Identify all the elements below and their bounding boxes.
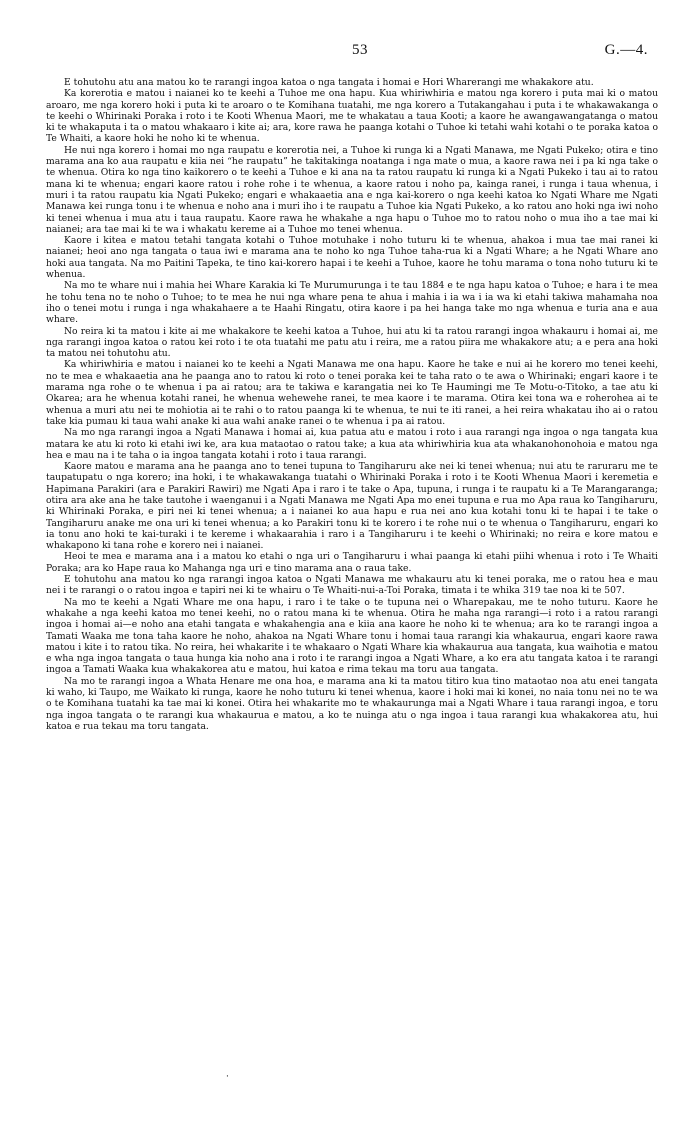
paragraph: Na mo te keehi a Ngati Whare me ona hapu, i raro i te take o te tupuna nei o Wharepakau, me te noho tuturu. Kaore he whakahe a nga keehi katoa mo tenei keehi, no o ratou mana ki te whenua. Otira he maha nga rarangi—i roto i a ratou rarangi ingoa i homai ai—e noho ana etahi tangata e whakahengia ana e kiia ana kaore he noho ki te whenua; ara ko te rarangi ingoa a Tamati Waaka me tona taha kaore he noho, ahakoa na Ngati Whare tonu i homai taua rarangi kia whakaurua, engari kaore rawa matou i kite i to ratou tika. No reira, hei whakarite i te whakaaro o Ngati Whare kia whakaurua aua tangata, kua waihotia e matou e wha nga ingoa tangata o taua hunga kia noho ana i roto i te rarangi ingoa a Ngati Whare, a ko era atu tangata katoa i te rarangi ingoa a Tamati Waaka kua whakakorea atu e matou, hui katoa e rima tekau ma toru aua tangata. bbox=[46, 596, 658, 676]
paragraph: Heoi te mea e marama ana i a matou ko etahi o nga uri o Tangiharuru i whai paanga ki etahi piihi whenua i roto i Te Whaiti Poraka; ara ko Hape raua ko Mahanga nga uri e tino marama ana o raua take. bbox=[46, 551, 658, 574]
paragraph: Ka whiriwhiria e matou i naianei ko te keehi a Ngati Manawa me ona hapu. Kaore he take e nui ai he korero mo tenei keehi, no te mea e whakaaetia ana he paanga ano to ratou ki roto o tenei poraka kei te taha rato o te awa o Whirinaki; engari kaore i te marama nga rohe o te whenua i pa ai ratou; ara te takiwa e karangatia nei ko Te Haumingi me Te Motu-o-Titoko, a tae atu ki Okarea; ara he whenua kotahi ranei, he whenua wehewehe ranei, te mea kaore i te marama. Otira kei tona wa e roherohea ai te whenua a muri atu nei te mohiotia ai te rahi o to ratou paanga ki te whenua, te nui te iti ranei, a hei reira whakatau iho ai o ratou take kia pumau ki taua wahi anake ki aua wahi anake ranei o te whenua i pa ai ratou. bbox=[46, 359, 658, 427]
paragraph: Kaore i kitea e matou tetahi tangata kotahi o Tuhoe motuhake i noho tuturu ki te whenua, ahakoa i mua tae mai ranei ki naianei; heoi ano nga tangata o taua iwi e marama ana te noho ko nga Tuhoe taha-rua ki a Ngati Whare; a he Ngati Whare ano hoki aua tangata. Na mo Paitini Tapeka, te tino kai-korero hapai i te keehi a Tuhoe, kaore he tohu marama o tona noho tuturu ki te whenua. bbox=[46, 235, 658, 281]
paragraph: Na mo nga rarangi ingoa a Ngati Manawa i homai ai, kua patua atu e matou i roto i aua rarangi nga ingoa o nga tangata kua matara ke atu ki roto ki etahi iwi ke, ara kua mataotao o ratou take; a kua ata whiriwhiria kua ata whakanohonohoia e matou nga hea e mau na i te taha o ia ingoa tangata kotahi i roto i taua rarangi. bbox=[46, 427, 658, 461]
paragraph: E tohutohu ana matou ko nga rarangi ingoa katoa o Ngati Manawa me whakauru atu ki tenei poraka, me o ratou hea e mau nei i te rarangi o o ratou ingoa e tapiri nei ki te whairu o Te Whaiti-nui-a-Toi Poraka, timata i te whika 319 tae noa ki te 507. bbox=[46, 574, 658, 597]
paragraph: Na mo te rarangi ingoa a Whata Henare me ona hoa, e marama ana ki ta matou titiro kua tino mataotao noa atu enei tangata ki waho, ki Taupo, me Waikato ki runga, kaore he noho tuturu ki tenei whenua, kaore i hoki mai ki konei, no naia tonu nei no te wa o te Komihana tuatahi ka tae mai ki konei. Otira hei whakarite mo te whakaurunga mai a Ngati Whare i taua rarangi ingoa, e toru nga ingoa tangata o te rarangi kua whakaurua e matou, a ko te nuinga atu o nga ingoa i taua rarangi kua whakakorea atu, hui katoa e rua tekau ma toru tangata. bbox=[46, 675, 658, 732]
paragraph: Na mo te whare nui i mahia hei Whare Karakia ki Te Murumurunga i te tau 1884 e te nga hapu katoa o Tuhoe; e hara i te mea he tohu tena no te noho o Tuhoe; to te mea he nui nga whare pena te ahua i mahia i ia wa i ia wa ki etahi takiwa mahamaha noa iho o tenei motu i runga i nga whakahaere a te Haahi Ringatu, otira kaore i pa hei hanga take mo nga whenua e turia ana e aua whare. bbox=[46, 280, 658, 326]
paragraph: E tohutohu atu ana matou ko te rarangi ingoa katoa o nga tangata i homai e Hori Wharerangi me whakakore atu. bbox=[64, 77, 594, 88]
document-body bbox=[46, 77, 658, 732]
paragraph: Kaore matou e marama ana he paanga ano to tenei tupuna to Tangiharuru ake nei ki tenei whenua; nui atu te raruraru me te taupatupatu o nga korero; ina hoki, i te whakawakanga tuatahi o Whirinaki Poraka i roto i te Kooti Whenua Maori i keremetia e Hapimana Parakiri (ara e Parakiri Rawiri) me Ngati Apa i raro i te take o Apa, tupuna, i runga i te raupatu ki a Te Marangaranga; otira ara ake ana he take tautohe i waenganui i a Ngati Manawa me Ngati Apa mo enei tupuna e rua mo Apa raua ko Tangiharuru, ki Whirinaki Poraka, e piri nei ki tenei whenua; a i naianei ko aua hapu e rua nei ano kua kotahi tonu ki te hapai i te take o Tangiharuru anake me ona uri ki tenei whenua; a ko Parakiri tonu ki te korero i te rohe nui o te whenua o Tangiharuru, engari ko ia tonu ano hoki te kai-turaki i te kereme i whakaarahia i raro i a Tangiharuru i te keehi o Whirinaki; no reira e kore matou e whakapono ki tana rohe e korero nei i naianei. bbox=[46, 461, 658, 552]
page-code: G.—4. bbox=[604, 42, 648, 58]
page-mark: · bbox=[226, 1072, 229, 1082]
paragraph: No reira ki ta matou i kite ai me whakakore te keehi katoa a Tuhoe, hui atu ki ta ratou rarangi ingoa whakauru i homai ai, me nga rarangi ingoa katoa o ratou kei roto i te ota tuatahi me patu atu i reira, me a ratou piira me whakakore atu; a e pera ana hoki ta matou nei tohutohu atu. bbox=[46, 325, 658, 360]
paragraph: He nui nga korero i homai mo nga raupatu e korerotia nei, a Tuhoe ki runga ki a Ngati Manawa, me Ngati Pukeko; otira e tino marama ana ko aua raupatu e kiia nei “he raupatu” he takitakinga noatanga i nga mate o mua, a kaore rawa nei i pa ki nga take o te whenua. Otira ko nga tino kaikorero o te keehi a Tuhoe e ki ana na ta ratou raupatu ki runga ki a Ngati Pukeko i tau ai to ratou mana ki te whenua; engari kaore ratou i rohe rohe i te whenua, a kaore ratou i noho pa, kainga ranei, i runga i taua whenua, i muri i ta ratou raupatu kia Ngati Pukeko; engari e whakaaetia ana e nga kai-korero o nga keehi katoa ko Ngati Whare me Ngati Manawa kei runga tonu i te whenua e noho ana i muri iho i te raupatu a Tuhoe kia Ngati Pukeko, a ko ratou ano hoki nga iwi noho ki tenei whenua i mua atu i taua raupatu. Kaore rawa he whakahe a nga hapu o Tuhoe mo to ratou noho o mua iho a tae mai ki naianei; ara tae mai ki te wa i whakatu kereme ai a Tuhoe mo tenei whenua. bbox=[46, 144, 658, 235]
paragraph: Ka korerotia e matou i naianei ko te keehi a Tuhoe me ona hapu. Kua whiriwhiria e matou nga korero i puta mai ki o matou aroaro, me nga korero hoki i puta ki te aroaro o te Komihana tuatahi, me nga korero a Tutakangahau i puta i te whakawakanga o te keehi o Whirinaki Poraka i roto i te Kooti Whenua Maori, me te whakatau a taua Kooti; a kaore he awangawangatanga o matou ki te whakaputa i ta o matou whakaaro i kite ai; ara, kore rawa he paanga kotahi o Tuhoe ki tetahi wahi kotahi o te poraka katoa o Te Whaiti, a kaore hoki he noho ki te whenua. bbox=[46, 88, 658, 145]
page-number: 53 bbox=[352, 42, 368, 58]
page-header bbox=[0, 42, 700, 64]
